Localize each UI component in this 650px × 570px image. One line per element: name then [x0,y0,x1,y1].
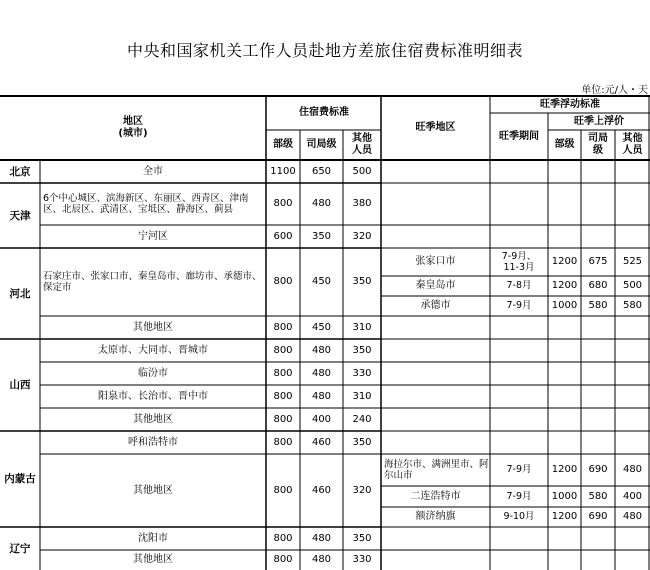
std-si-cell: 460 [311,484,332,496]
std-si-cell: 650 [311,165,332,177]
std-si-cell: 480 [311,198,332,209]
peak-period-cell: 9-10月 [503,511,535,523]
area-label: 河北 [9,287,31,300]
std-si-cell: 450 [311,321,332,333]
peak-bu-cell: 1200 [551,511,578,522]
area-label: 内蒙古 [4,473,36,485]
std-other-cell: 320 [352,484,372,496]
std-other-cell: 500 [352,165,372,177]
city-cell: 阳泉市、长治市、晋中市 [98,390,208,402]
peak-other-cell: 500 [622,280,643,291]
header-peak-period: 旺季期间 [499,130,539,142]
std-si-cell: 460 [311,436,332,448]
header-standard: 住宿费标准 [299,107,349,118]
peak-other-cell: 525 [622,256,643,267]
area-label: 天津 [9,209,31,222]
std-other-cell: 350 [352,436,372,448]
city-cell: 其他地区 [133,413,173,425]
city-cell: 其他地区 [133,484,173,496]
header-up-bu: 部级 [554,139,575,150]
std-other-cell: 310 [352,321,372,333]
std-other-cell: 350 [352,344,372,356]
std-bu-cell: 800 [273,554,293,565]
std-si-cell: 450 [311,276,332,287]
std-bu-cell: 800 [273,436,293,448]
std-si-cell: 480 [311,367,332,379]
city-cell: 太原市、大同市、晋城市 [98,344,208,356]
std-other-cell: 320 [352,230,372,242]
peak-si-cell: 690 [588,511,608,522]
peak-period-cell: 7-8月 [506,280,532,292]
peak-region-cell: 承德市 [420,300,451,311]
std-other-cell: 330 [352,554,372,565]
std-si-cell: 480 [311,532,332,544]
city-cell: 其他地区 [133,554,173,565]
std-other-cell: 310 [352,390,372,402]
header-float-std: 旺季浮动标准 [540,98,600,110]
page-title: 中央和国家机关工作人员赴地方差旅住宿费标准明细表 [126,41,523,60]
peak-bu-cell: 1200 [551,256,578,267]
peak-other-cell: 400 [622,490,643,502]
header-region: 地区 (城市) [118,116,148,139]
peak-region-cell: 秦皇岛市 [415,280,456,291]
header-up-other: 其他 人员 [622,133,643,156]
std-bu-cell: 800 [273,344,293,356]
peak-bu-cell: 1000 [551,490,578,502]
header-up-si: 司局 级 [588,133,608,156]
peak-other-cell: 580 [622,300,643,311]
city-cell: 6个中心城区、滨海新区、东丽区、西青区、津南区、北辰区、武清区、宝坻区、静海区、蓟县 [43,192,249,215]
std-si-cell: 480 [311,390,332,402]
std-bu-cell: 800 [273,532,293,544]
std-bu-cell: 800 [273,276,293,287]
std-bu-cell: 800 [273,484,293,496]
std-bu-cell: 800 [273,321,293,333]
std-other-cell: 350 [352,532,372,544]
city-cell: 临汾市 [138,367,168,379]
peak-period-cell: 7-9月、 11-3月 [501,250,537,273]
std-bu-cell: 600 [273,230,293,242]
city-cell: 沈阳市 [138,532,168,544]
std-bu-cell: 800 [273,367,293,379]
peak-other-cell: 480 [622,511,643,522]
header-float-up: 旺季上浮价 [574,115,624,127]
city-cell: 石家庄市、张家口市、秦皇岛市、廊坊市、承德市、保定市 [43,270,262,293]
peak-period-cell: 7-9月 [506,464,532,476]
std-other-cell: 240 [352,413,372,425]
std-other-cell: 350 [352,276,372,287]
peak-bu-cell: 1000 [551,300,578,311]
header-std-bu: 部级 [273,139,293,150]
area-label: 山西 [9,379,31,391]
city-cell: 呼和浩特市 [128,436,178,448]
std-si-cell: 400 [311,413,332,425]
std-si-cell: 480 [311,344,332,356]
std-bu-cell: 1100 [270,165,296,177]
std-si-cell: 480 [311,554,332,565]
peak-si-cell: 675 [588,256,608,267]
peak-other-cell: 480 [622,464,643,475]
header-peak-region: 旺季地区 [415,122,456,133]
std-si-cell: 350 [311,230,332,242]
peak-region-cell: 海拉尔市、满洲里市、阿尔山市 [384,458,489,481]
peak-region-cell: 二连浩特市 [410,490,461,502]
std-bu-cell: 800 [273,198,293,209]
peak-period-cell: 7-9月 [506,300,532,312]
peak-si-cell: 580 [588,300,608,311]
peak-si-cell: 580 [588,490,608,502]
city-cell: 全市 [143,165,163,177]
peak-si-cell: 690 [588,464,608,475]
std-other-cell: 380 [352,198,372,209]
unit-label: 单位:元/人・天 [581,85,648,96]
peak-bu-cell: 1200 [551,464,578,475]
peak-region-cell: 张家口市 [415,256,456,267]
area-label: 北京 [9,165,31,178]
peak-bu-cell: 1200 [551,280,578,291]
city-cell: 其他地区 [133,321,173,333]
peak-si-cell: 680 [588,280,608,291]
std-bu-cell: 800 [273,413,293,425]
header-std-si: 司局级 [306,139,337,150]
header-std-other: 其他 人员 [352,133,372,156]
area-label: 辽宁 [9,542,31,555]
std-other-cell: 330 [352,367,372,379]
peak-region-cell: 额济纳旗 [415,511,456,522]
peak-period-cell: 7-9月 [506,490,532,502]
std-bu-cell: 800 [273,390,293,402]
city-cell: 宁河区 [138,230,168,242]
